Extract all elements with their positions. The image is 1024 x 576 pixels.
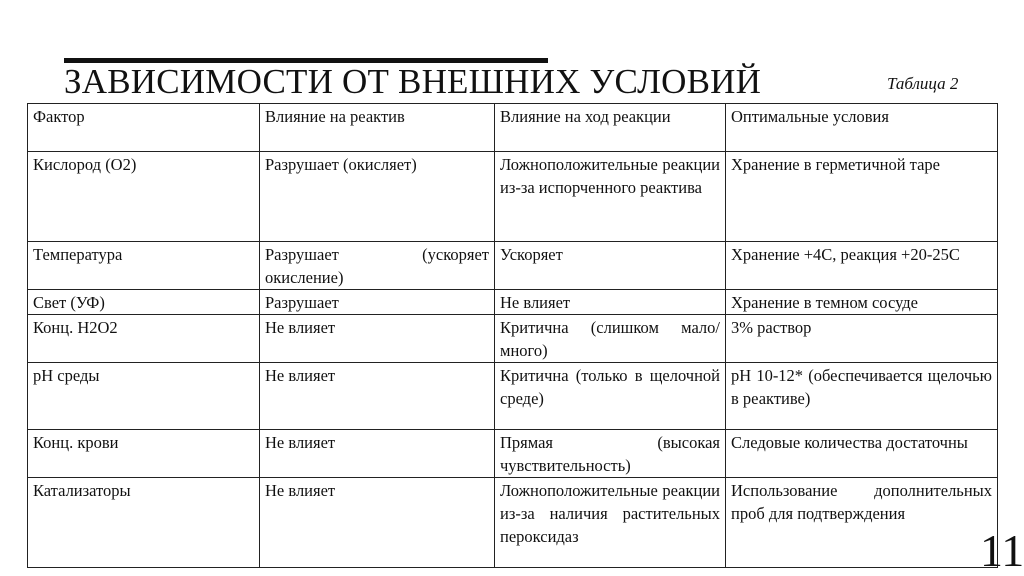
table-cell: Температура: [28, 242, 260, 290]
table-header-row: [28, 104, 998, 152]
table-cell: Разрушает (ускоряет окисление): [260, 242, 495, 290]
table-cell: Ложноположительные реакции из-за наличия растительных пероксидаз: [495, 478, 726, 568]
table-label: Таблица 2: [887, 74, 959, 93]
table-row: [28, 290, 998, 315]
table-cell: Конц. Н2О2: [28, 315, 260, 363]
table-cell: Кислород (O2): [28, 152, 260, 242]
table-cell: Критична (слишком мало/много): [495, 315, 726, 363]
table-cell: Хранение +4С, реакция +20-25С: [726, 242, 998, 290]
table-cell: Катализаторы: [28, 478, 260, 568]
header-cell: Влияние на ход реакции: [495, 104, 726, 152]
table-cell: Конц. крови: [28, 430, 260, 478]
table-cell: Свет (УФ): [28, 290, 260, 315]
table-cell: Не влияет: [260, 430, 495, 478]
page-title: ЗАВИСИМОСТИ ОТ ВНЕШНИХ УСЛОВИЙ: [64, 62, 762, 101]
table-cell: Не влияет: [260, 315, 495, 363]
table-cell: Критична (только в щелочной среде): [495, 363, 726, 430]
table-row: [28, 242, 998, 290]
table-cell: Хранение в герметичной таре: [726, 152, 998, 242]
table-cell: Разрушает: [260, 290, 495, 315]
page-number: 11: [980, 525, 1024, 576]
table-cell: 3% раствор: [726, 315, 998, 363]
header-cell: Фактор: [28, 104, 260, 152]
table-row: [28, 430, 998, 478]
table-cell: Ложноположительные реакции из-за испорченного реактива: [495, 152, 726, 242]
table-cell: Не влияет: [260, 478, 495, 568]
table-cell: Не влияет: [495, 290, 726, 315]
table-cell: Использование дополнительных проб для подтверждения: [726, 478, 998, 568]
table-row: [28, 152, 998, 242]
table-cell: Хранение в темном сосуде: [726, 290, 998, 315]
table-row: [28, 315, 998, 363]
table-cell: Разрушает (окисляет): [260, 152, 495, 242]
conditions-table: [27, 103, 998, 568]
table-cell: Ускоряет: [495, 242, 726, 290]
table-cell: pH 10-12* (обеспечивается щелочью в реактиве): [726, 363, 998, 430]
header-cell: Влияние на реактив: [260, 104, 495, 152]
header-cell: Оптимальные условия: [726, 104, 998, 152]
table-row: [28, 478, 998, 568]
table-cell: Прямая (высокая чувствительность): [495, 430, 726, 478]
table-cell: Не влияет: [260, 363, 495, 430]
table-cell: Следовые количества достаточны: [726, 430, 998, 478]
table-row: [28, 363, 998, 430]
table-cell: pH среды: [28, 363, 260, 430]
